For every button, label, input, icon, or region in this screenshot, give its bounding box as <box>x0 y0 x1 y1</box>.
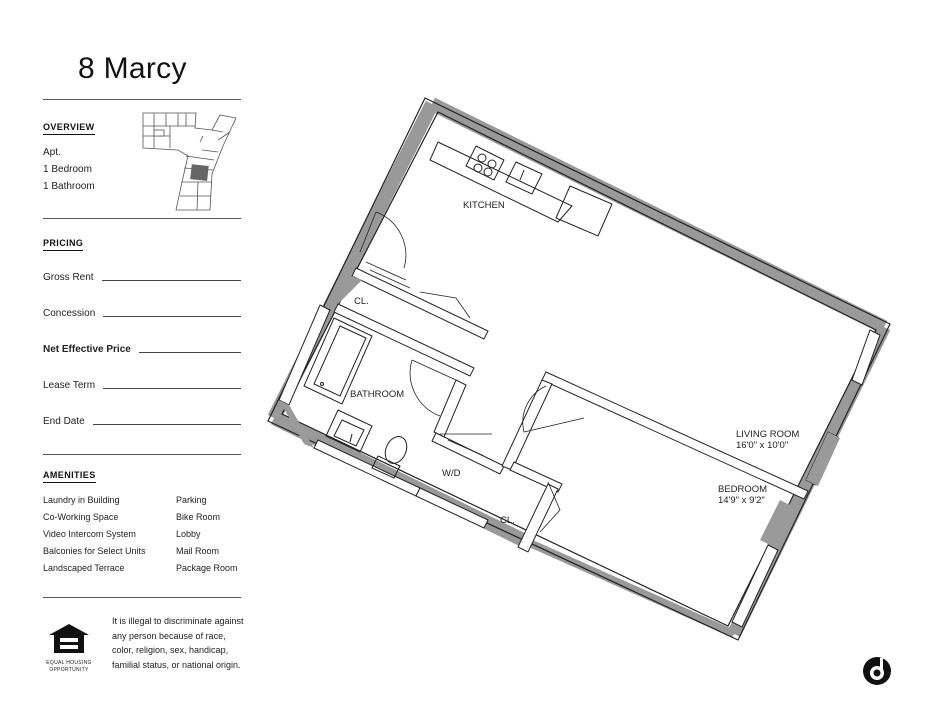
bedroom-name: BEDROOM <box>718 484 768 495</box>
amenity-item: Landscaped Terrace <box>43 563 125 573</box>
overview-heading: OVERVIEW <box>43 122 95 132</box>
room-label-closet: CL. <box>354 296 369 307</box>
room-label-bedroom-closet: CL. <box>500 515 515 526</box>
pricing-label: Net Effective Price <box>43 344 131 355</box>
pricing-label: Gross Rent <box>43 272 94 283</box>
living-room-name: LIVING ROOM <box>736 429 800 440</box>
amenities-heading: AMENITIES <box>43 470 96 480</box>
amenity-item: Mail Room <box>176 546 220 556</box>
bedroom-dimensions: 14'9" x 9'2" <box>718 495 765 506</box>
pricing-label: Concession <box>43 308 96 319</box>
pricing-label: End Date <box>43 416 85 427</box>
amenity-item: Balconies for Select Units <box>43 546 146 556</box>
room-label-bedroom <box>718 484 767 506</box>
amenity-item: Bike Room <box>176 512 221 522</box>
room-label-living-room <box>736 429 799 451</box>
pricing-label: Lease Term <box>43 380 96 391</box>
amenity-item: Laundry in Building <box>43 495 120 505</box>
overview-bathrooms: 1 Bathroom <box>43 181 95 192</box>
pricing-heading: PRICING <box>43 238 83 248</box>
room-label-washer-dryer: W/D <box>442 468 461 479</box>
living-room-dimensions: 16'0" x 10'0" <box>736 440 789 451</box>
amenity-item: Package Room <box>176 563 238 573</box>
amenity-item: Parking <box>176 495 207 505</box>
brand-logo-icon <box>863 657 891 685</box>
room-label-bathroom: BATHROOM <box>350 389 405 400</box>
overview-apt: Apt. <box>43 147 61 158</box>
amenity-item: Video Intercom System <box>43 529 136 539</box>
page-title: 8 Marcy <box>78 52 187 85</box>
amenity-item: Co-Working Space <box>43 512 119 522</box>
fair-housing-disclaimer: It is illegal to discriminate against any person because of race, color, religion, sex, handicap, familial status, or national origin. <box>112 616 244 670</box>
overview-bedrooms: 1 Bedroom <box>43 164 92 175</box>
amenity-item: Lobby <box>176 529 201 539</box>
equal-housing-logo-text: EQUAL HOUSING OPPORTUNITY <box>46 660 92 673</box>
room-label-kitchen: KITCHEN <box>463 200 505 211</box>
